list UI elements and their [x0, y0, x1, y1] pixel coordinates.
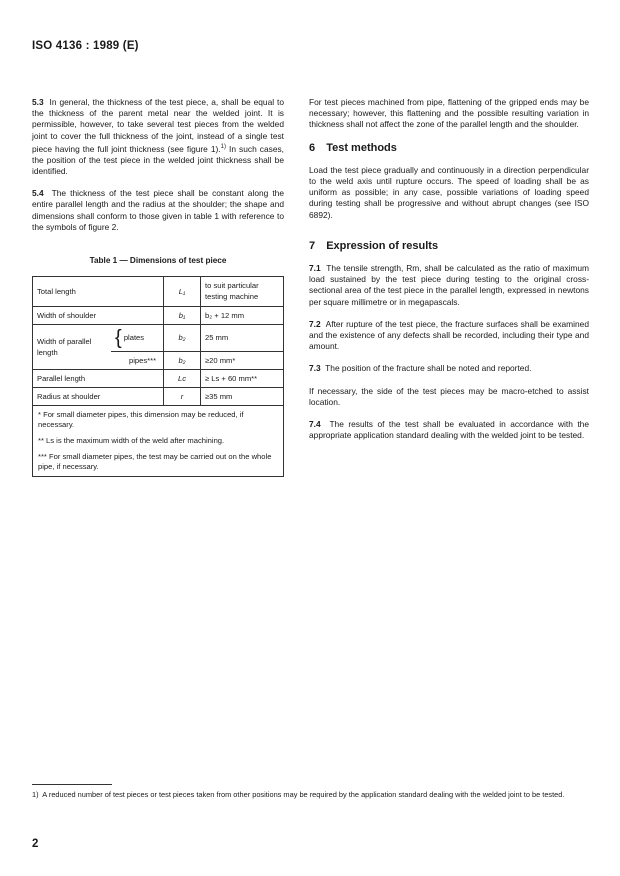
- row-symbol: L₁: [164, 277, 201, 306]
- row-label-text: Width of parallel length: [37, 336, 92, 357]
- row-value: b₂ + 12 mm: [201, 306, 284, 324]
- clause-6: Load the test piece gradually and continuously in a direction perpendicular to the weld axis until rupture occurs. The speed of loading shall be as uniform as possible; in any case, possible variations of loading speed during testing shall be progressive and without abrupt changes (see ISO 6892).: [309, 164, 589, 220]
- dimensions-table: [32, 276, 284, 477]
- clause-text: The position of the fracture shall be noted and reported.: [325, 363, 532, 374]
- table-note: *** For small diameter pipes, the test may be carried out on the whole pipe, if necessary.: [38, 452, 272, 472]
- clause-text-continued: In such cases, the position of the test piece in the welded joint thickness shall be identified.: [32, 143, 284, 177]
- clause-5-3: [32, 97, 284, 177]
- table-row: [33, 277, 284, 306]
- row-symbol: b₁: [164, 306, 201, 324]
- footnote-marker: 1): [32, 790, 39, 799]
- row-symbol: b₂: [164, 351, 201, 369]
- clause-text: The results of the test shall be evaluated in accordance with the appropriate application standard dealing with the welded joint to be tested.: [309, 419, 589, 441]
- table-caption: Table 1 — Dimensions of test piece: [89, 256, 227, 266]
- clause-number: 5.3: [32, 97, 44, 107]
- section-title: Expression of results: [326, 239, 439, 252]
- clause-7-2: [309, 319, 589, 353]
- row-label: Radius at shoulder: [33, 388, 164, 406]
- row-sublabel: [111, 324, 164, 351]
- clause-7-4: [309, 419, 589, 441]
- row-sublabel: pipes***: [111, 351, 164, 369]
- section-number: 7: [309, 239, 316, 252]
- clause-number: 7.1: [309, 263, 321, 274]
- row-label: Width of shoulder: [33, 306, 164, 324]
- row-label: [33, 324, 112, 369]
- table-row: [33, 324, 284, 351]
- page-number: 2: [32, 838, 39, 850]
- clause-text: The tensile strength, Rm, shall be calculated as the ratio of maximum load sustained by the test piece during testing to the original cross-sectional area of the test piece in the parallel length, expressed in newtons per square millimetre or in megapascals.: [309, 263, 589, 307]
- row-symbol: Lc: [164, 370, 201, 388]
- clause-number: 7.2: [309, 318, 321, 329]
- sublabel-text: plates: [123, 332, 145, 342]
- clause-7-3: [309, 363, 589, 374]
- row-value: ≥35 mm: [201, 388, 284, 406]
- footnote-reference: 1): [220, 143, 226, 150]
- section-heading-6: [309, 143, 589, 154]
- clause-number: 5.4: [32, 188, 44, 199]
- table-row: [33, 370, 284, 388]
- row-symbol: r: [164, 388, 201, 406]
- clause-5-4-continued: For test pieces machined from pipe, flattening of the gripped ends may be necessary; however, this flattening and the possible resulting variation in thickness shall not affect the zone of the parallel length and the shoulder.: [309, 97, 589, 130]
- section-number: 6: [309, 141, 316, 154]
- table-note: ** Ls is the maximum width of the weld after machining.: [38, 436, 225, 446]
- brace-symbol: {: [115, 326, 122, 349]
- clause-7-3-continued: If necessary, the side of the test pieces may be macro-etched to assist location.: [309, 385, 589, 407]
- table-notes: [33, 406, 284, 477]
- clause-text: The thickness of the test piece shall be constant along the entire parallel length and the radius at the shoulder; the shape and dimensions shall conform to those given in table 1 with reference to the symbols of figure 2.: [32, 188, 284, 232]
- row-label: Total length: [33, 277, 164, 306]
- table-notes-cell: [33, 406, 284, 477]
- clause-number: 7.4: [309, 419, 321, 430]
- table-row: [33, 306, 284, 324]
- clause-number: 7.3: [309, 363, 321, 374]
- row-value: to suit particular testing machine: [201, 277, 284, 306]
- row-value: 25 mm: [201, 324, 284, 351]
- section-heading-7: [309, 241, 589, 252]
- row-value: ≥20 mm*: [201, 351, 284, 369]
- document-header: ISO 4136 : 1989 (E): [32, 40, 139, 52]
- table-row: [33, 388, 284, 406]
- table-note: * For small diameter pipes, this dimension may be reduced, if necessary.: [38, 410, 244, 430]
- clause-text: In general, the thickness of the test piece, a, shall be equal to the thickness of the parent metal near the welded joint. It is permissible, however, to take several test pieces from the welded joint to cover the full thickness of the joint, instead of a single test piece having the full joint thickness (see figure 1).: [32, 97, 285, 154]
- footnote-divider: [32, 784, 112, 785]
- section-title: Test methods: [326, 141, 397, 154]
- right-column: [309, 97, 589, 452]
- left-column: [32, 97, 284, 477]
- clause-5-4: [32, 188, 284, 233]
- footnote: [32, 790, 592, 800]
- clause-7-1: [309, 263, 589, 308]
- row-symbol: b₂: [164, 324, 201, 351]
- clause-text: After rupture of the test piece, the fracture surfaces shall be examined and the existence of any defects shall be recorded, including their type and amount.: [309, 318, 589, 352]
- row-label: Parallel length: [33, 370, 164, 388]
- row-value: ≥ Ls + 60 mm**: [201, 370, 284, 388]
- footnote-text: A reduced number of test pieces or test pieces taken from other positions may be required by the application standard dealing with the welded joint to be tested.: [42, 790, 565, 799]
